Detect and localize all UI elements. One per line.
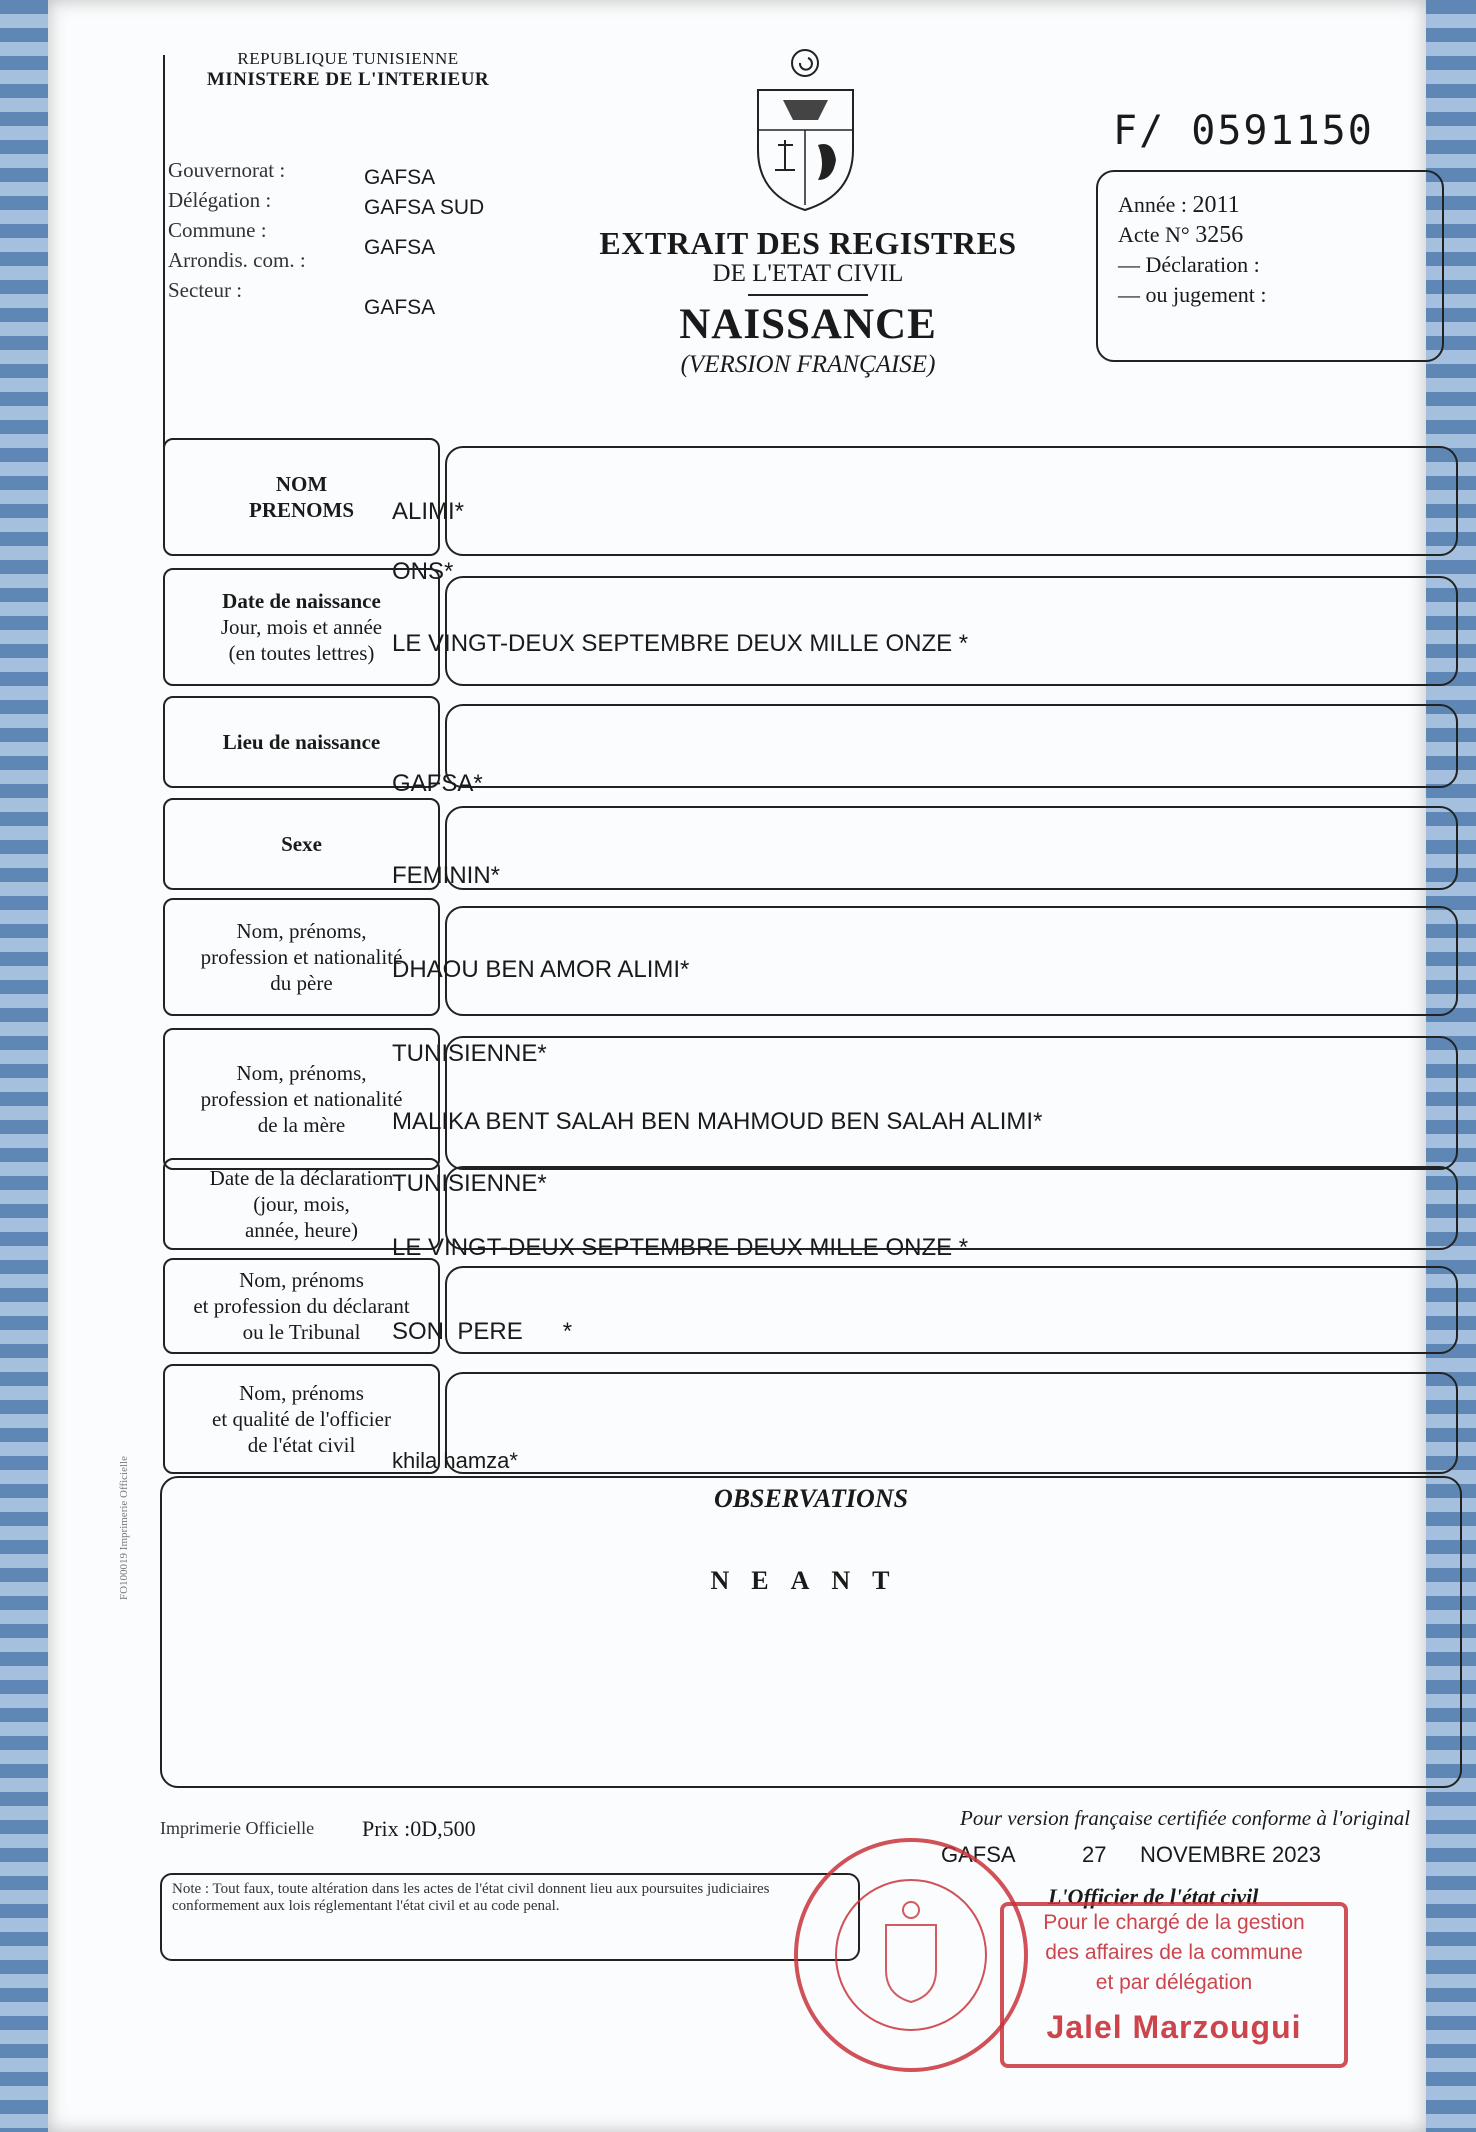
gouvernorat-label: Gouvernorat : <box>168 158 286 182</box>
title-line2: DE L'ETAT CIVIL <box>712 260 904 287</box>
header-divider <box>163 55 165 465</box>
row-pere <box>163 898 1458 1016</box>
row-nom <box>163 438 1458 556</box>
title-naissance: NAISSANCE <box>679 301 937 348</box>
certificate-page <box>48 0 1426 2132</box>
title-line1: EXTRAIT DES REGISTRES <box>599 225 1017 261</box>
signature-place: GAFSA <box>941 1842 1016 1867</box>
admin-values <box>364 163 484 323</box>
sexe-label: Sexe <box>163 798 440 890</box>
rect-stamp-line1: Pour le chargé de la gestion <box>1043 1911 1305 1934</box>
title-version: (VERSION FRANÇAISE) <box>680 351 936 378</box>
officier-label: Nom, prénoms et qualité de l'officier de l'état civil <box>163 1364 440 1474</box>
admin-labels <box>168 155 306 305</box>
declarant-value: SON PERE * <box>392 1318 573 1345</box>
arrondissement-label: Arrondis. com. : <box>168 248 306 272</box>
officier-value: khila hamza* <box>392 1448 518 1473</box>
republic-label: REPUBLIQUE TUNISIENNE <box>237 49 459 68</box>
rect-stamp-text <box>1008 1908 1340 2045</box>
mere-value: MALIKA BENT SALAH BEN MAHMOUD BEN SALAH ALIMI* <box>392 1108 1043 1135</box>
sexe-value: FEMININ* <box>392 862 500 889</box>
rect-stamp-line3: et par délégation <box>1095 1971 1253 1994</box>
row-date-naissance <box>163 568 1458 686</box>
delegation-value: GAFSA SUD <box>364 196 485 219</box>
serial-number: F/ 0591150 <box>1113 108 1374 154</box>
nom-label: NOM PRENOMS <box>163 438 440 556</box>
prenoms-value: ONS* <box>392 558 454 585</box>
ministry-header <box>198 48 498 90</box>
side-print-code: FO100019 Imprimerie Officielle <box>118 1456 130 1600</box>
annee-value: 2011 <box>1192 192 1240 218</box>
lieu-label: Lieu de naissance <box>163 696 440 788</box>
acte-value: 3256 <box>1195 222 1244 248</box>
row-declarant <box>163 1258 1458 1354</box>
declaration-label: — Déclaration : <box>1118 252 1260 277</box>
pere-label: Nom, prénoms, profession et nationalité du père <box>163 898 440 1016</box>
imprimerie-label: Imprimerie Officielle <box>160 1818 315 1838</box>
officier-box <box>445 1372 1458 1474</box>
observations-value: NEANT <box>710 1566 912 1595</box>
observations-title: OBSERVATIONS <box>713 1484 909 1513</box>
date-naissance-value: LE VINGT-DEUX SEPTEMBRE DEUX MILLE ONZE * <box>392 630 969 657</box>
row-lieu <box>163 696 1458 788</box>
declarant-box <box>445 1266 1458 1354</box>
legal-note: Note : Tout faux, toute altération dans les actes de l'état civil donnent lieu aux poursuites judiciaires conformement aux lois réglementant l'état civil et au code penal. <box>160 1873 860 1961</box>
commune-label: Commune : <box>168 218 267 242</box>
ministry-label: MINISTERE DE L'INTERIEUR <box>206 69 490 90</box>
sexe-box <box>445 806 1458 890</box>
gouvernorat-value: GAFSA <box>364 166 436 189</box>
lieu-box <box>445 704 1458 788</box>
declarant-label: Nom, prénoms et profession du déclarant ou le Tribunal <box>163 1258 440 1354</box>
mere-nationalite: TUNISIENNE* <box>392 1170 547 1197</box>
observations-box <box>160 1476 1462 1788</box>
nom-value-box <box>445 446 1458 556</box>
annee-label: Année : <box>1118 192 1188 217</box>
secteur-label: Secteur : <box>168 278 243 302</box>
signature-day: 27 <box>1082 1842 1107 1867</box>
certification-text: Pour version française certifiée conforme à l'original <box>960 1806 1411 1830</box>
row-mere <box>163 1028 1458 1170</box>
acte-label: Acte N° <box>1118 222 1190 247</box>
acte-box <box>1096 170 1444 362</box>
secteur-value: GAFSA <box>364 296 436 319</box>
mere-label: Nom, prénoms, profession et nationalité de la mère <box>163 1028 440 1170</box>
rect-stamp-name: Jalel Marzougui <box>1046 2009 1302 2045</box>
document-title <box>548 225 1068 379</box>
declaration-date-label: Date de la déclaration (jour, mois, année, heure) <box>163 1158 440 1250</box>
row-sexe <box>163 798 1458 890</box>
mere-box <box>445 1036 1458 1170</box>
date-naissance-label: Date de naissance Jour, mois et année (en toutes lettres) <box>163 568 440 686</box>
prix-label: Prix :0D,500 <box>362 1816 476 1841</box>
lieu-value: GAFSA* <box>392 770 483 797</box>
signature-month-year: NOVEMBRE 2023 <box>1140 1842 1321 1867</box>
pere-value: DHAOU BEN AMOR ALIMI* <box>392 956 690 983</box>
rect-stamp-line2: des affaires de la commune <box>1045 1941 1303 1964</box>
title-rule <box>748 294 868 296</box>
row-officier <box>163 1364 1458 1474</box>
arrondissement-value: GAFSA <box>364 236 436 259</box>
delegation-label: Délégation : <box>168 188 272 212</box>
nom-value: ALIMI* <box>392 498 465 525</box>
pere-nationalite: TUNISIENNE* <box>392 1040 547 1067</box>
jugement-label: — ou jugement : <box>1118 282 1267 307</box>
coat-of-arms-icon <box>748 45 863 215</box>
officier-signature-label: L'Officier de l'état civil <box>1048 1884 1259 1909</box>
declaration-value: LE VINGT-DEUX SEPTEMBRE DEUX MILLE ONZE * <box>392 1234 969 1261</box>
